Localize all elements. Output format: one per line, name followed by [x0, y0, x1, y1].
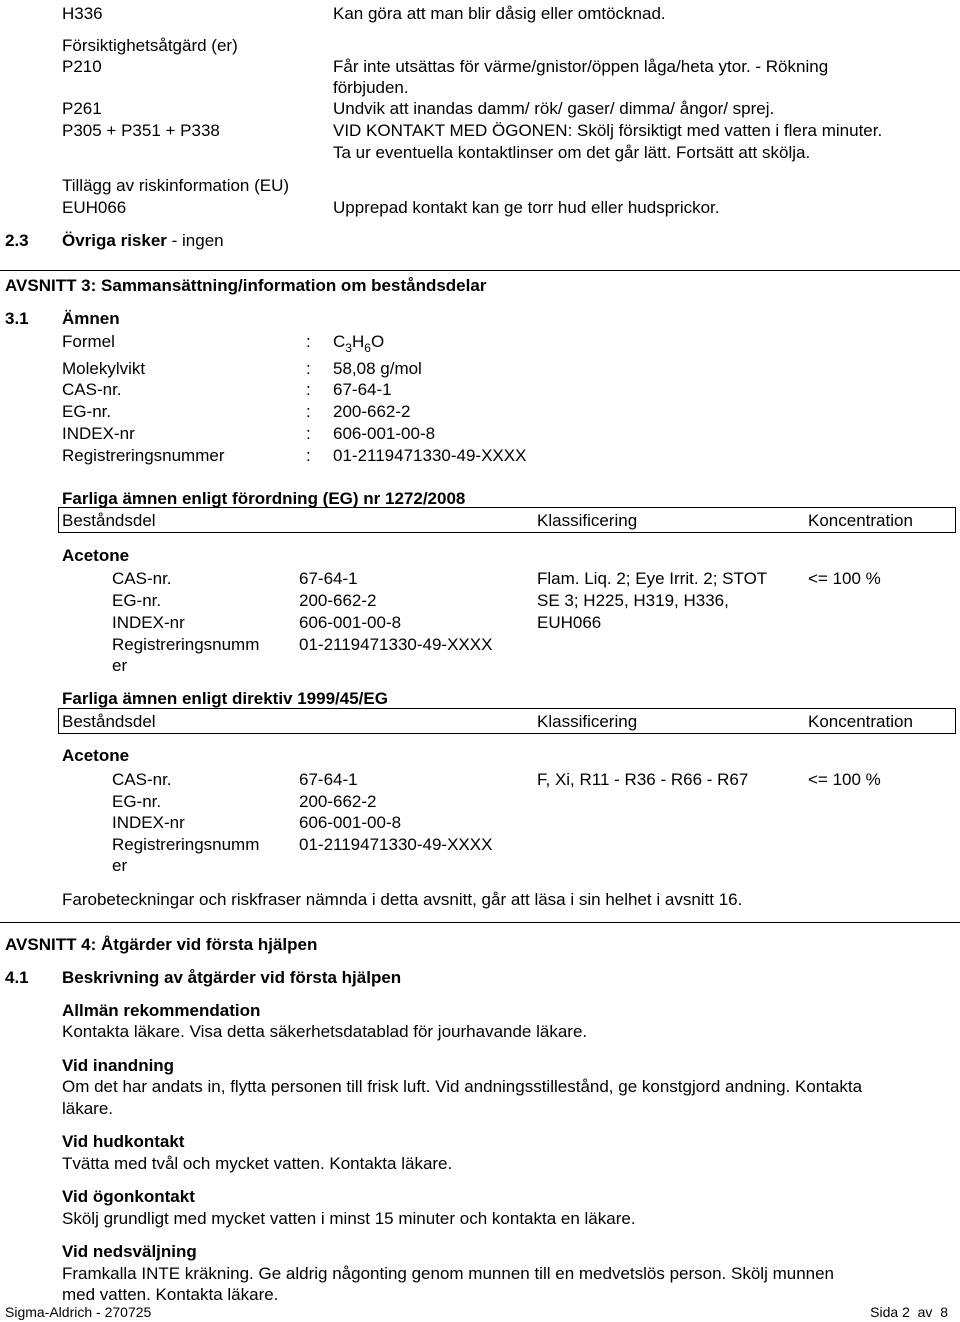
supplemental-heading: Tillägg av riskinformation (EU)	[62, 176, 290, 195]
prop-value-cas: 67-64-1	[333, 380, 392, 399]
code-p261: P261	[62, 99, 102, 118]
sub-3-1-number: 3.1	[5, 309, 29, 328]
code-h336: H336	[62, 4, 103, 23]
ingestion-heading: Vid nedsväljning	[62, 1242, 197, 1261]
table2-title: Farliga ämnen enligt direktiv 1999/45/EG	[62, 689, 388, 708]
general-advice-heading: Allmän rekommendation	[62, 1001, 261, 1020]
table2-id-value: 67-64-1	[299, 770, 358, 789]
colon: :	[306, 380, 311, 399]
text-p210-line2: förbjuden.	[333, 78, 409, 97]
ingestion-text-line2: med vatten. Kontakta läkare.	[62, 1285, 279, 1304]
footer-product: Sigma-Aldrich - 270725	[5, 1304, 152, 1320]
col-component: Beståndsdel	[62, 712, 156, 731]
table1-id-value: 67-64-1	[299, 569, 358, 588]
prop-label-index: INDEX-nr	[62, 424, 135, 443]
colon: :	[306, 424, 311, 443]
table1-id-value: 200-662-2	[299, 591, 377, 610]
prop-label-eg: EG-nr.	[62, 402, 112, 421]
other-risks	[62, 230, 224, 251]
inhalation-text-line2: läkare.	[62, 1099, 114, 1118]
general-advice-text: Kontakta läkare. Visa detta säkerhetsdatablad för jourhavande läkare.	[62, 1022, 588, 1041]
table1-id-label: INDEX-nr	[112, 613, 185, 632]
col-classification: Klassificering	[537, 511, 638, 530]
table1-title: Farliga ämnen enligt förordning (EG) nr 1272/2008	[62, 489, 466, 508]
skin-contact-heading: Vid hudkontakt	[62, 1132, 185, 1151]
section-3-title: AVSNITT 3: Sammansättning/information om beståndsdelar	[5, 276, 487, 295]
colon: :	[306, 402, 311, 421]
table1-id-label: EG-nr.	[112, 591, 162, 610]
formula-h: H	[351, 332, 365, 351]
table2-id-value: 01-2119471330-49-XXXX	[299, 835, 493, 854]
text-p305-line2: Ta ur eventuella kontaktlinser om det går lätt. Fortsätt att skölja.	[333, 143, 811, 162]
other-risks-number: 2.3	[5, 231, 29, 250]
sub-3-1-title: Ämnen	[62, 309, 120, 328]
prop-label-molweight: Molekylvikt	[62, 359, 146, 378]
prop-label-cas: CAS-nr.	[62, 380, 122, 399]
table2-id-label: er	[112, 856, 128, 875]
section-divider	[0, 922, 960, 923]
colon: :	[306, 359, 311, 378]
text-p305-line1: VID KONTAKT MED ÖGONEN: Skölj försiktigt med vatten i flera minuter.	[333, 121, 883, 140]
table1-concentration: <= 100 %	[808, 569, 881, 588]
prop-value-molweight: 58,08 g/mol	[333, 359, 422, 378]
table1-classification-line: SE 3; H225, H319, H336,	[537, 591, 729, 610]
eye-contact-heading: Vid ögonkontakt	[62, 1187, 195, 1206]
prop-value-registration: 01-2119471330-49-XXXX	[333, 446, 527, 465]
formula-c-count: 3	[345, 341, 352, 355]
table2-header	[58, 708, 956, 734]
table1-header	[58, 507, 956, 533]
table2-substance: Acetone	[62, 746, 130, 765]
table1-id-value: 606-001-00-8	[299, 613, 402, 632]
prop-value-eg: 200-662-2	[333, 402, 411, 421]
footer-page-number: Sida 2 av 8	[870, 1304, 948, 1320]
table1-id-label: Registreringsnumm	[112, 635, 260, 654]
table2-id-label: Registreringsnumm	[112, 835, 260, 854]
formula-value	[333, 331, 384, 354]
sub-4-1-title: Beskrivning av åtgärder vid första hjälpen	[62, 968, 402, 987]
col-concentration: Koncentration	[808, 712, 913, 731]
col-concentration: Koncentration	[808, 511, 913, 530]
code-euh066: EUH066	[62, 198, 127, 217]
code-p305: P305 + P351 + P338	[62, 121, 220, 140]
inhalation-text-line1: Om det har andats in, flytta personen till frisk luft. Vid andningsstillestånd, ge konstgjord andning. Kontakta	[62, 1077, 863, 1096]
formula-o: O	[370, 332, 385, 351]
text-p261: Undvik att inandas damm/ rök/ gaser/ dimma/ ångor/ sprej.	[333, 99, 775, 118]
formula-h-count: 6	[364, 341, 371, 355]
text-p210-line1: Får inte utsättas för värme/gnistor/öppen låga/heta ytor. - Rökning	[333, 57, 829, 76]
table1-substance: Acetone	[62, 546, 130, 565]
prop-value-index: 606-001-00-8	[333, 424, 436, 443]
colon: :	[306, 446, 311, 465]
precaution-heading: Försiktighetsåtgärd (er)	[62, 36, 238, 55]
col-component: Beståndsdel	[62, 511, 156, 530]
inhalation-heading: Vid inandning	[62, 1056, 175, 1075]
table2-classification: F, Xi, R11 - R36 - R66 - R67	[537, 770, 749, 789]
section-divider	[0, 270, 960, 271]
code-p210: P210	[62, 57, 102, 76]
table1-id-label: CAS-nr.	[112, 569, 172, 588]
table1-id-label: er	[112, 656, 128, 675]
eye-contact-text: Skölj grundligt med mycket vatten i minst 15 minuter och kontakta en läkare.	[62, 1209, 636, 1228]
hazard-footnote: Farobeteckningar och riskfraser nämnda i detta avsnitt, går att läsa i sin helhet i avsnitt 16.	[62, 890, 743, 909]
table1-classification-line: EUH066	[537, 613, 602, 632]
prop-label-formula: Formel	[62, 332, 115, 351]
skin-contact-text: Tvätta med tvål och mycket vatten. Kontakta läkare.	[62, 1154, 453, 1173]
section-4-title: AVSNITT 4: Åtgärder vid första hjälpen	[5, 935, 318, 954]
prop-label-registration: Registreringsnummer	[62, 446, 225, 465]
other-risks-value: - ingen	[166, 231, 224, 250]
formula-c: C	[333, 332, 346, 351]
text-euh066: Upprepad kontakt kan ge torr hud eller hudsprickor.	[333, 198, 720, 217]
other-risks-label: Övriga risker	[62, 231, 167, 250]
table2-id-label: EG-nr.	[112, 792, 162, 811]
table2-concentration: <= 100 %	[808, 770, 881, 789]
colon: :	[306, 332, 311, 351]
table2-id-value: 606-001-00-8	[299, 813, 402, 832]
ingestion-text-line1: Framkalla INTE kräkning. Ge aldrig någonting genom munnen till en medvetslös person. Skölj munnen	[62, 1264, 835, 1283]
table1-classification-line: Flam. Liq. 2; Eye Irrit. 2; STOT	[537, 569, 768, 588]
table1-id-value: 01-2119471330-49-XXXX	[299, 635, 493, 654]
table2-id-value: 200-662-2	[299, 792, 377, 811]
table2-id-label: INDEX-nr	[112, 813, 185, 832]
table2-id-label: CAS-nr.	[112, 770, 172, 789]
col-classification: Klassificering	[537, 712, 638, 731]
sub-4-1-number: 4.1	[5, 968, 29, 987]
text-h336: Kan göra att man blir dåsig eller omtöcknad.	[333, 4, 666, 23]
